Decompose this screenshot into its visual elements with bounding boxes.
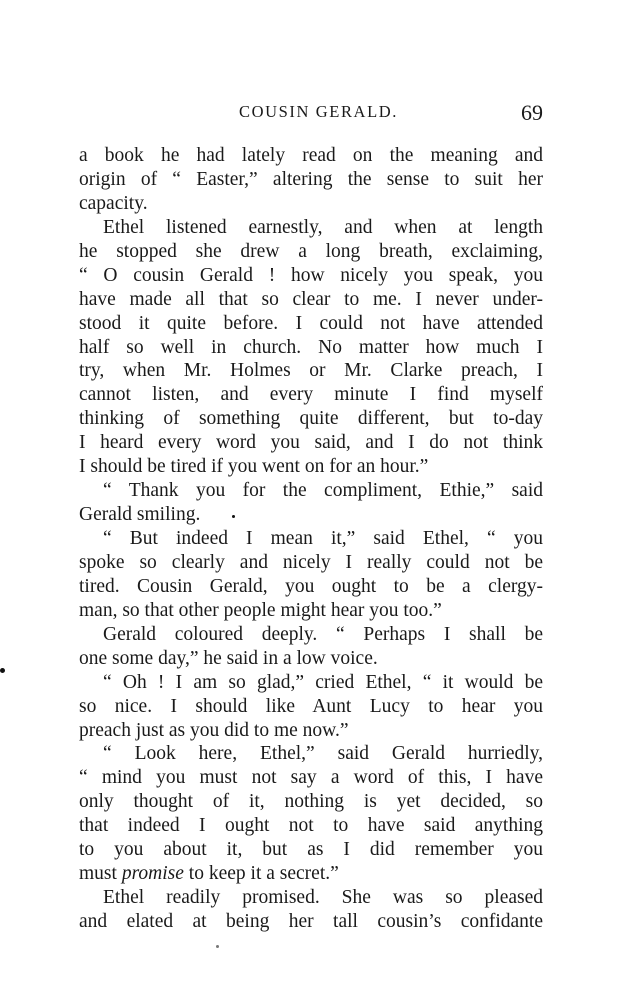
text-run: stood it quite before. I could not have attended xyxy=(79,312,543,334)
text-run: “ Oh ! I am so glad,” cried Ethel, “ it would be xyxy=(103,671,543,693)
ink-speck xyxy=(232,515,235,518)
text-run: half so well in church. No matter how much I xyxy=(79,336,543,358)
text-line xyxy=(79,168,543,192)
text-run: I should be tired if you went on for an hour.” xyxy=(79,456,429,478)
text-run: capacity. xyxy=(79,192,148,214)
text-run: try, when Mr. Holmes or Mr. Clarke preach, I xyxy=(79,360,543,382)
text-run: man, so that other people might hear you too.” xyxy=(79,599,442,621)
text-line xyxy=(79,216,543,240)
page-header xyxy=(0,100,637,130)
text-run: I heard every word you said, and I do not think xyxy=(79,432,543,454)
text-run: have made all that so clear to me. I never under- xyxy=(79,288,543,310)
text-run: “ O cousin Gerald ! how nicely you speak, you xyxy=(79,264,543,286)
text-run: must xyxy=(79,863,122,885)
body-text xyxy=(79,144,543,934)
text-run: to you about it, but as I did remember you xyxy=(79,839,543,861)
text-run: “ mind you must not say a word of this, I have xyxy=(79,767,543,789)
text-run: one some day,” he said in a low voice. xyxy=(79,647,378,669)
text-line xyxy=(79,742,543,766)
text-run: origin of “ Easter,” altering the sense to suit her xyxy=(79,168,543,190)
text-line xyxy=(79,575,543,599)
text-line xyxy=(79,312,543,336)
text-line xyxy=(79,647,543,671)
text-line xyxy=(79,599,543,623)
text-run: only thought of it, nothing is yet decided, so xyxy=(79,791,543,813)
text-line xyxy=(79,766,543,790)
text-line xyxy=(79,862,543,886)
text-run: cannot listen, and every minute I find myself xyxy=(79,384,543,406)
text-line xyxy=(79,838,543,862)
text-run: Ethel listened earnestly, and when at length xyxy=(103,216,543,238)
text-run: thinking of something quite different, but to-day xyxy=(79,408,543,430)
text-line xyxy=(79,814,543,838)
text-line xyxy=(79,144,543,168)
text-line xyxy=(79,623,543,647)
text-line xyxy=(79,455,543,479)
margin-speck xyxy=(0,668,5,673)
text-line xyxy=(79,527,543,551)
text-line xyxy=(79,264,543,288)
text-line xyxy=(79,192,543,216)
text-run: “ Look here, Ethel,” said Gerald hurriedly, xyxy=(103,743,543,765)
text-run: preach just as you did to me now.” xyxy=(79,719,349,741)
text-run: Gerald coloured deeply. “ Perhaps I shall be xyxy=(103,623,543,645)
text-line xyxy=(79,383,543,407)
text-run: a book he had lately read on the meaning and xyxy=(79,145,543,166)
text-run: spoke so clearly and nicely I really could not be xyxy=(79,551,543,573)
text-line xyxy=(79,479,543,503)
text-line xyxy=(79,431,543,455)
text-run: “ But indeed I mean it,” said Ethel, “ you xyxy=(103,528,543,549)
ink-speck xyxy=(216,945,219,948)
text-line xyxy=(79,240,543,264)
text-line xyxy=(79,695,543,719)
text-run: and elated at being her tall cousin’s confidante xyxy=(79,911,543,932)
text-run: he stopped she drew a long breath, exclaiming, xyxy=(79,240,543,262)
text-line xyxy=(79,790,543,814)
text-line xyxy=(79,288,543,312)
text-line xyxy=(79,719,543,743)
text-line xyxy=(79,503,543,527)
running-title: COUSIN GERALD. xyxy=(239,102,398,121)
text-run: so nice. I should like Aunt Lucy to hear you xyxy=(79,695,543,717)
text-run: Ethel readily promised. She was so pleased xyxy=(103,887,543,909)
text-line xyxy=(79,671,543,695)
page-number: 69 xyxy=(521,100,543,125)
text-run: “ Thank you for the compliment, Ethie,” said xyxy=(103,480,543,502)
text-line xyxy=(79,886,543,910)
text-line xyxy=(79,551,543,575)
text-line xyxy=(79,359,543,383)
text-line xyxy=(79,336,543,360)
text-line xyxy=(79,910,543,934)
text-line xyxy=(79,407,543,431)
emphasized-text: promise xyxy=(121,863,184,885)
text-run: tired. Cousin Gerald, you ought to be a clergy- xyxy=(79,575,543,597)
text-run: to keep it a secret.” xyxy=(183,863,339,885)
text-run: that indeed I ought not to have said anything xyxy=(79,815,543,837)
text-run: Gerald smiling. xyxy=(79,504,201,526)
